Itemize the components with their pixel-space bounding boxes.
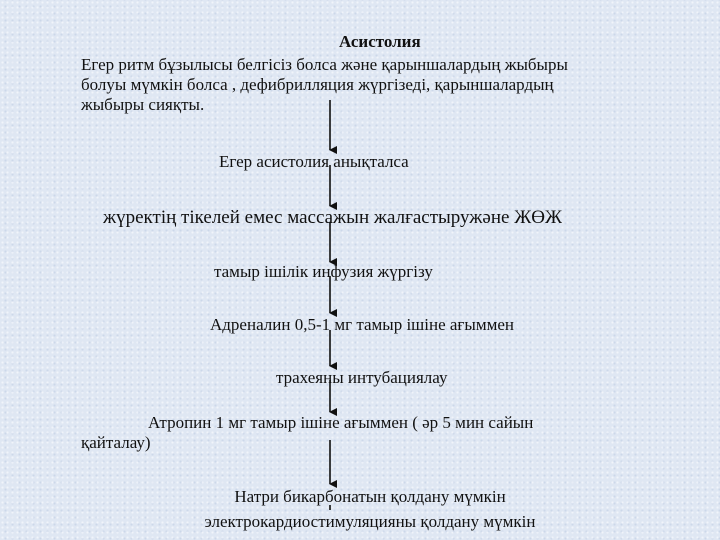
step-bicarbonate-pacing: [155, 484, 585, 534]
diagram-title: Асистолия: [339, 32, 421, 51]
intro-line-1: Егер ритм бұзылысы белгісіз болса және қарыншалардың жыбыры: [81, 55, 568, 74]
step-atropine-line-1: Атропин 1 мг тамыр ішіне ағыммен ( әр 5 мин сайын: [148, 413, 534, 432]
step-bicarbonate: Натри бикарбонатын қолдану мүмкін: [234, 487, 506, 506]
step-atropine-line-2: қайталау): [81, 433, 151, 452]
step-adrenaline: Адреналин 0,5-1 мг тамыр ішіне ағыммен: [210, 315, 514, 334]
step-iv-infusion: тамыр ішілік инфузия жүргізу: [214, 262, 433, 281]
intro-line-2: болуы мүмкін болса , дефибрилляция жүргізеді, қарыншалардың: [81, 75, 554, 94]
intro-line-3: жыбыры сияқты.: [81, 95, 205, 114]
step-intubation: трахеяны интубациялау: [276, 368, 448, 387]
step-cardiac-massage: жүректің тікелей емес массажын жалғастыружәне ЖӨЖ: [103, 207, 562, 228]
step-pacing: электрокардиостимуляцияны қолдану мүмкін: [204, 512, 536, 531]
step-asystole-confirmed: Егер асистолия анықталса: [219, 152, 409, 171]
step-atropine: [81, 413, 533, 453]
